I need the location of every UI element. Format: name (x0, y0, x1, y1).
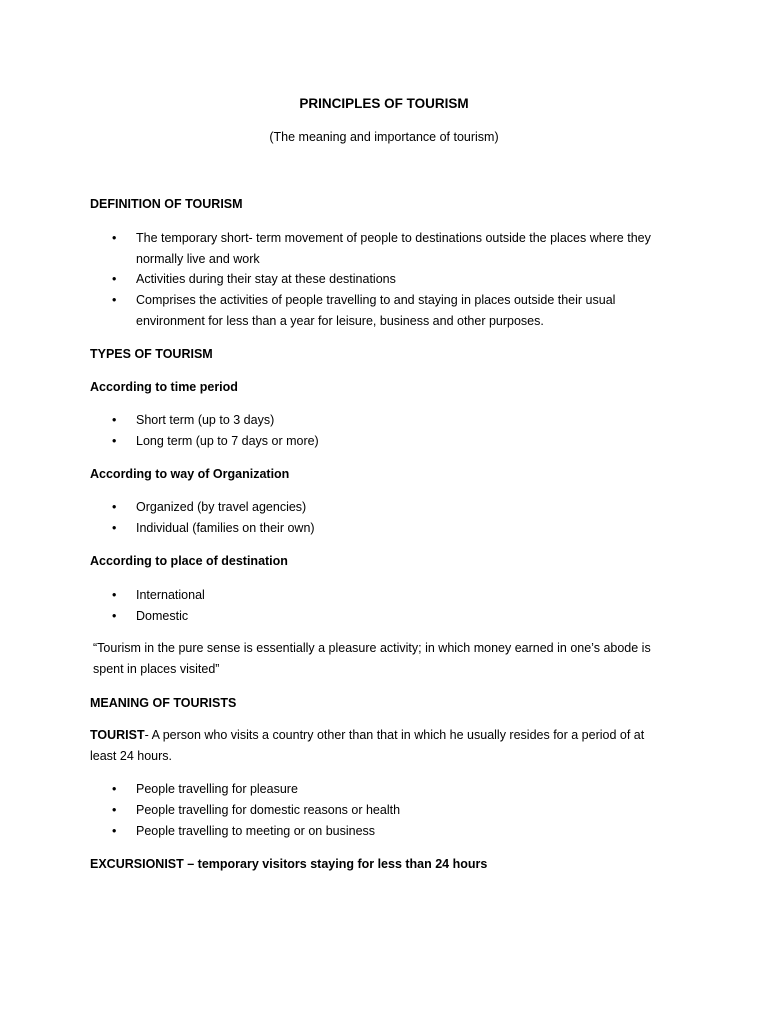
bullet-marker: • (112, 588, 117, 602)
meaning-heading: MEANING OF TOURISTS (90, 696, 237, 710)
bullet-marker: • (112, 293, 117, 307)
time-item-1: Short term (up to 3 days) (136, 413, 275, 427)
bullet-marker: • (112, 434, 117, 448)
bullet-marker: • (112, 272, 117, 286)
time-item-2: Long term (up to 7 days or more) (136, 434, 319, 448)
bullet-marker: • (112, 413, 117, 427)
page-subtitle: (The meaning and importance of tourism) (269, 130, 499, 144)
bullet-marker: • (112, 824, 117, 838)
tourist-text: - A person who visits a country other than that in which he usually resides for a period of at least 24 hours. (90, 728, 645, 763)
time-period-heading: According to time period (90, 380, 238, 394)
excursionist-definition: EXCURSIONIST – temporary visitors staying for less than 24 hours (90, 857, 488, 871)
definition-item-1: The temporary short- term movement of people to destinations outside the places where they normally live and work (136, 231, 651, 266)
tourist-label: TOURIST (90, 728, 145, 742)
bullet-marker: • (112, 782, 117, 796)
page-title: PRINCIPLES OF TOURISM (299, 96, 469, 111)
tourist-item-2: People travelling for domestic reasons or health (136, 803, 401, 817)
tourist-definition (90, 725, 665, 767)
org-item-2: Individual (families on their own) (136, 521, 315, 535)
organization-heading: According to way of Organization (90, 467, 290, 481)
destination-heading: According to place of destination (90, 554, 288, 568)
definition-item-2: Activities during their stay at these destinations (136, 272, 396, 286)
place-item-2: Domestic (136, 609, 189, 623)
tourist-item-1: People travelling for pleasure (136, 782, 298, 796)
bullet-marker: • (112, 500, 117, 514)
bullet-marker: • (112, 609, 117, 623)
tourist-item-3: People travelling to meeting or on business (136, 824, 376, 838)
definition-item-3: Comprises the activities of people travelling to and staying in places outside their usual environment for less than a year for leisure, business and other purposes. (136, 293, 616, 328)
bullet-marker: • (112, 803, 117, 817)
definition-heading: DEFINITION OF TOURISM (90, 197, 243, 211)
types-heading: TYPES OF TOURISM (90, 347, 213, 361)
bullet-marker: • (112, 521, 117, 535)
tourism-quote: “Tourism in the pure sense is essentially a pleasure activity; in which money earned in one’s abode is spent in places visited” (93, 641, 651, 676)
org-item-1: Organized (by travel agencies) (136, 500, 307, 514)
place-item-1: International (136, 588, 205, 602)
bullet-marker: • (112, 231, 117, 245)
